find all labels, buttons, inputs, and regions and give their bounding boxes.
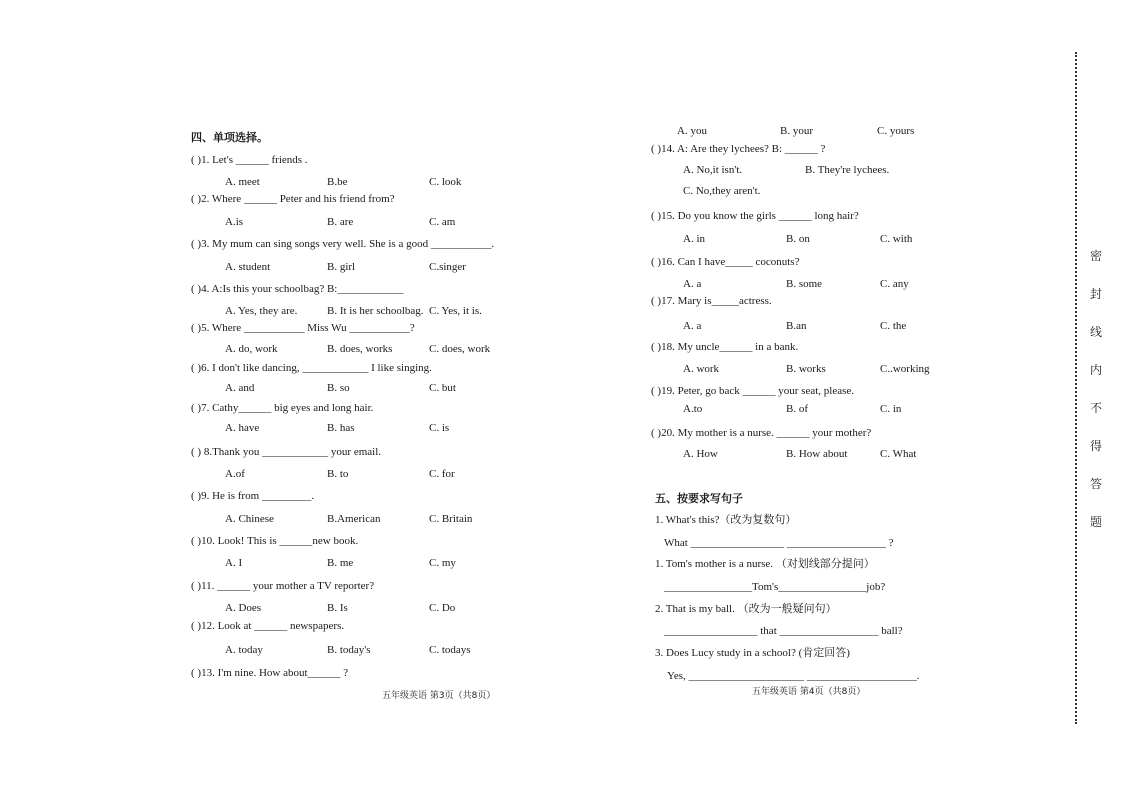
option-9-b: B.American <box>327 513 381 525</box>
option-2-c: C. am <box>429 216 456 228</box>
rewrite-question-1: 1. What's this?（改为复数句） <box>655 514 797 526</box>
option-2-a: A.is <box>225 216 244 228</box>
option-11-b: B. Is <box>327 602 348 614</box>
option-18-b: B. works <box>786 363 826 375</box>
option-12-b: B. today's <box>327 644 371 656</box>
option-15-b: B. on <box>786 233 810 245</box>
option-4-c: C. Yes, it is. <box>429 305 482 317</box>
option-19-c: C. in <box>880 403 902 415</box>
question-9: ( )9. He is from _________. <box>191 490 315 502</box>
question-15: ( )15. Do you know the girls ______ long hair? <box>651 210 859 222</box>
question-20: ( )20. My mother is a nurse. ______ your mother? <box>651 427 872 439</box>
question-13: ( )13. I'm nine. How about______ ? <box>191 667 349 679</box>
question-1: ( )1. Let's ______ friends . <box>191 154 308 166</box>
option-6-c: C. but <box>429 382 456 394</box>
question-12: ( )12. Look at ______ newspapers. <box>191 620 345 632</box>
question-16: ( )16. Can I have_____ coconuts? <box>651 256 800 268</box>
question-3: ( )3. My mum can sing songs very well. She is a good ___________. <box>191 238 495 250</box>
option-1-a: A. meet <box>225 176 260 188</box>
option-20-c: C. What <box>880 448 917 460</box>
option-10-c: C. my <box>429 557 456 569</box>
option-18-c: C..working <box>880 363 930 375</box>
option-9-a: A. Chinese <box>225 513 274 525</box>
section-title-rewrite: 五、按要求写句子 <box>655 492 743 505</box>
option-8-a: A.of <box>225 468 245 480</box>
option-10-a: A. I <box>225 557 243 569</box>
option-14-b: B. They're lychees. <box>805 164 890 176</box>
question-11: ( )11. ______ your mother a TV reporter? <box>191 580 375 592</box>
rewrite-question-4: 3. Does Lucy study in a school? (肯定回答) <box>655 647 850 659</box>
rewrite-answer-2: ________________Tom's________________job? <box>664 581 886 593</box>
question-18: ( )18. My uncle______ in a bank. <box>651 341 799 353</box>
option-14-a: A. No,it isn't. <box>683 164 743 176</box>
option-12-c: C. todays <box>429 644 471 656</box>
option-4-a: A. Yes, they are. <box>225 305 298 317</box>
seal-char-8: 题 <box>1090 515 1103 529</box>
option-1-c: C. look <box>429 176 462 188</box>
option-15-a: A. in <box>683 233 705 245</box>
option-19-a: A.to <box>683 403 703 415</box>
option-8-c: C. for <box>429 468 455 480</box>
rewrite-question-3: 2. That is my ball. （改为一般疑问句） <box>655 603 837 615</box>
seal-char-7: 答 <box>1090 477 1103 491</box>
option-1-b: B.be <box>327 176 348 188</box>
option-7-b: B. has <box>327 422 355 434</box>
question-5: ( )5. Where ___________ Miss Wu ___________? <box>191 322 415 334</box>
option-13-a: A. you <box>677 125 707 137</box>
question-10: ( )10. Look! This is ______new book. <box>191 535 359 547</box>
option-16-b: B. some <box>786 278 823 290</box>
seal-char-1: 密 <box>1090 249 1103 263</box>
section-title-single-choice: 四、单项选择。 <box>191 131 268 144</box>
question-2: ( )2. Where ______ Peter and his friend from? <box>191 193 395 205</box>
rewrite-answer-3: _________________ that __________________ ball? <box>664 625 903 637</box>
seal-char-6: 得 <box>1090 439 1103 453</box>
seal-char-4: 内 <box>1090 363 1103 377</box>
option-20-b: B. How about <box>786 448 848 460</box>
question-19: ( )19. Peter, go back ______ your seat, please. <box>651 385 855 397</box>
option-13-c: C. yours <box>877 125 915 137</box>
option-20-a: A. How <box>683 448 718 460</box>
option-13-b: B. your <box>780 125 813 137</box>
binding-dotted-line <box>1075 52 1077 724</box>
option-3-b: B. girl <box>327 261 356 273</box>
question-4: ( )4. A:Is this your schoolbag? B:____________ <box>191 283 404 295</box>
option-17-a: A. a <box>683 320 702 332</box>
option-9-c: C. Britain <box>429 513 473 525</box>
right-page-footer: 五年级英语 第4页（共8页） <box>752 687 866 697</box>
question-8: ( ) 8.Thank you ____________ your email. <box>191 446 382 458</box>
option-12-a: A. today <box>225 644 263 656</box>
option-16-a: A. a <box>683 278 702 290</box>
option-3-a: A. student <box>225 261 271 273</box>
option-6-b: B. so <box>327 382 350 394</box>
option-10-b: B. me <box>327 557 354 569</box>
rewrite-answer-1: What _________________ __________________ ? <box>664 537 894 549</box>
option-3-c: C.singer <box>429 261 466 273</box>
option-5-b: B. does, works <box>327 343 393 355</box>
option-5-c: C. does, work <box>429 343 491 355</box>
seal-char-2: 封 <box>1090 287 1103 301</box>
question-14: ( )14. A: Are they lychees? B: ______ ? <box>651 143 826 155</box>
rewrite-question-2: 1. Tom's mother is a nurse. （对划线部分提问） <box>655 558 875 570</box>
option-5-a: A. do, work <box>225 343 278 355</box>
option-8-b: B. to <box>327 468 349 480</box>
option-19-b: B. of <box>786 403 808 415</box>
seal-char-5: 不 <box>1090 401 1103 415</box>
option-14-c: C. No,they aren't. <box>683 185 761 197</box>
question-7: ( )7. Cathy______ big eyes and long hair. <box>191 402 374 414</box>
rewrite-answer-4: Yes, _____________________ ____________________. <box>667 670 920 682</box>
option-11-a: A. Does <box>225 602 262 614</box>
option-16-c: C. any <box>880 278 909 290</box>
option-4-b: B. It is her schoolbag. <box>327 305 424 317</box>
option-17-b: B.an <box>786 320 807 332</box>
left-page-footer: 五年级英语 第3页（共8页） <box>382 691 496 701</box>
option-7-a: A. have <box>225 422 260 434</box>
question-17: ( )17. Mary is_____actress. <box>651 295 772 307</box>
seal-char-3: 线 <box>1090 325 1103 339</box>
option-7-c: C. is <box>429 422 450 434</box>
option-11-c: C. Do <box>429 602 456 614</box>
option-17-c: C. the <box>880 320 907 332</box>
option-15-c: C. with <box>880 233 913 245</box>
option-2-b: B. are <box>327 216 354 228</box>
option-18-a: A. work <box>683 363 720 375</box>
question-6: ( )6. I don't like dancing, ____________ I like singing. <box>191 362 432 374</box>
option-6-a: A. and <box>225 382 255 394</box>
